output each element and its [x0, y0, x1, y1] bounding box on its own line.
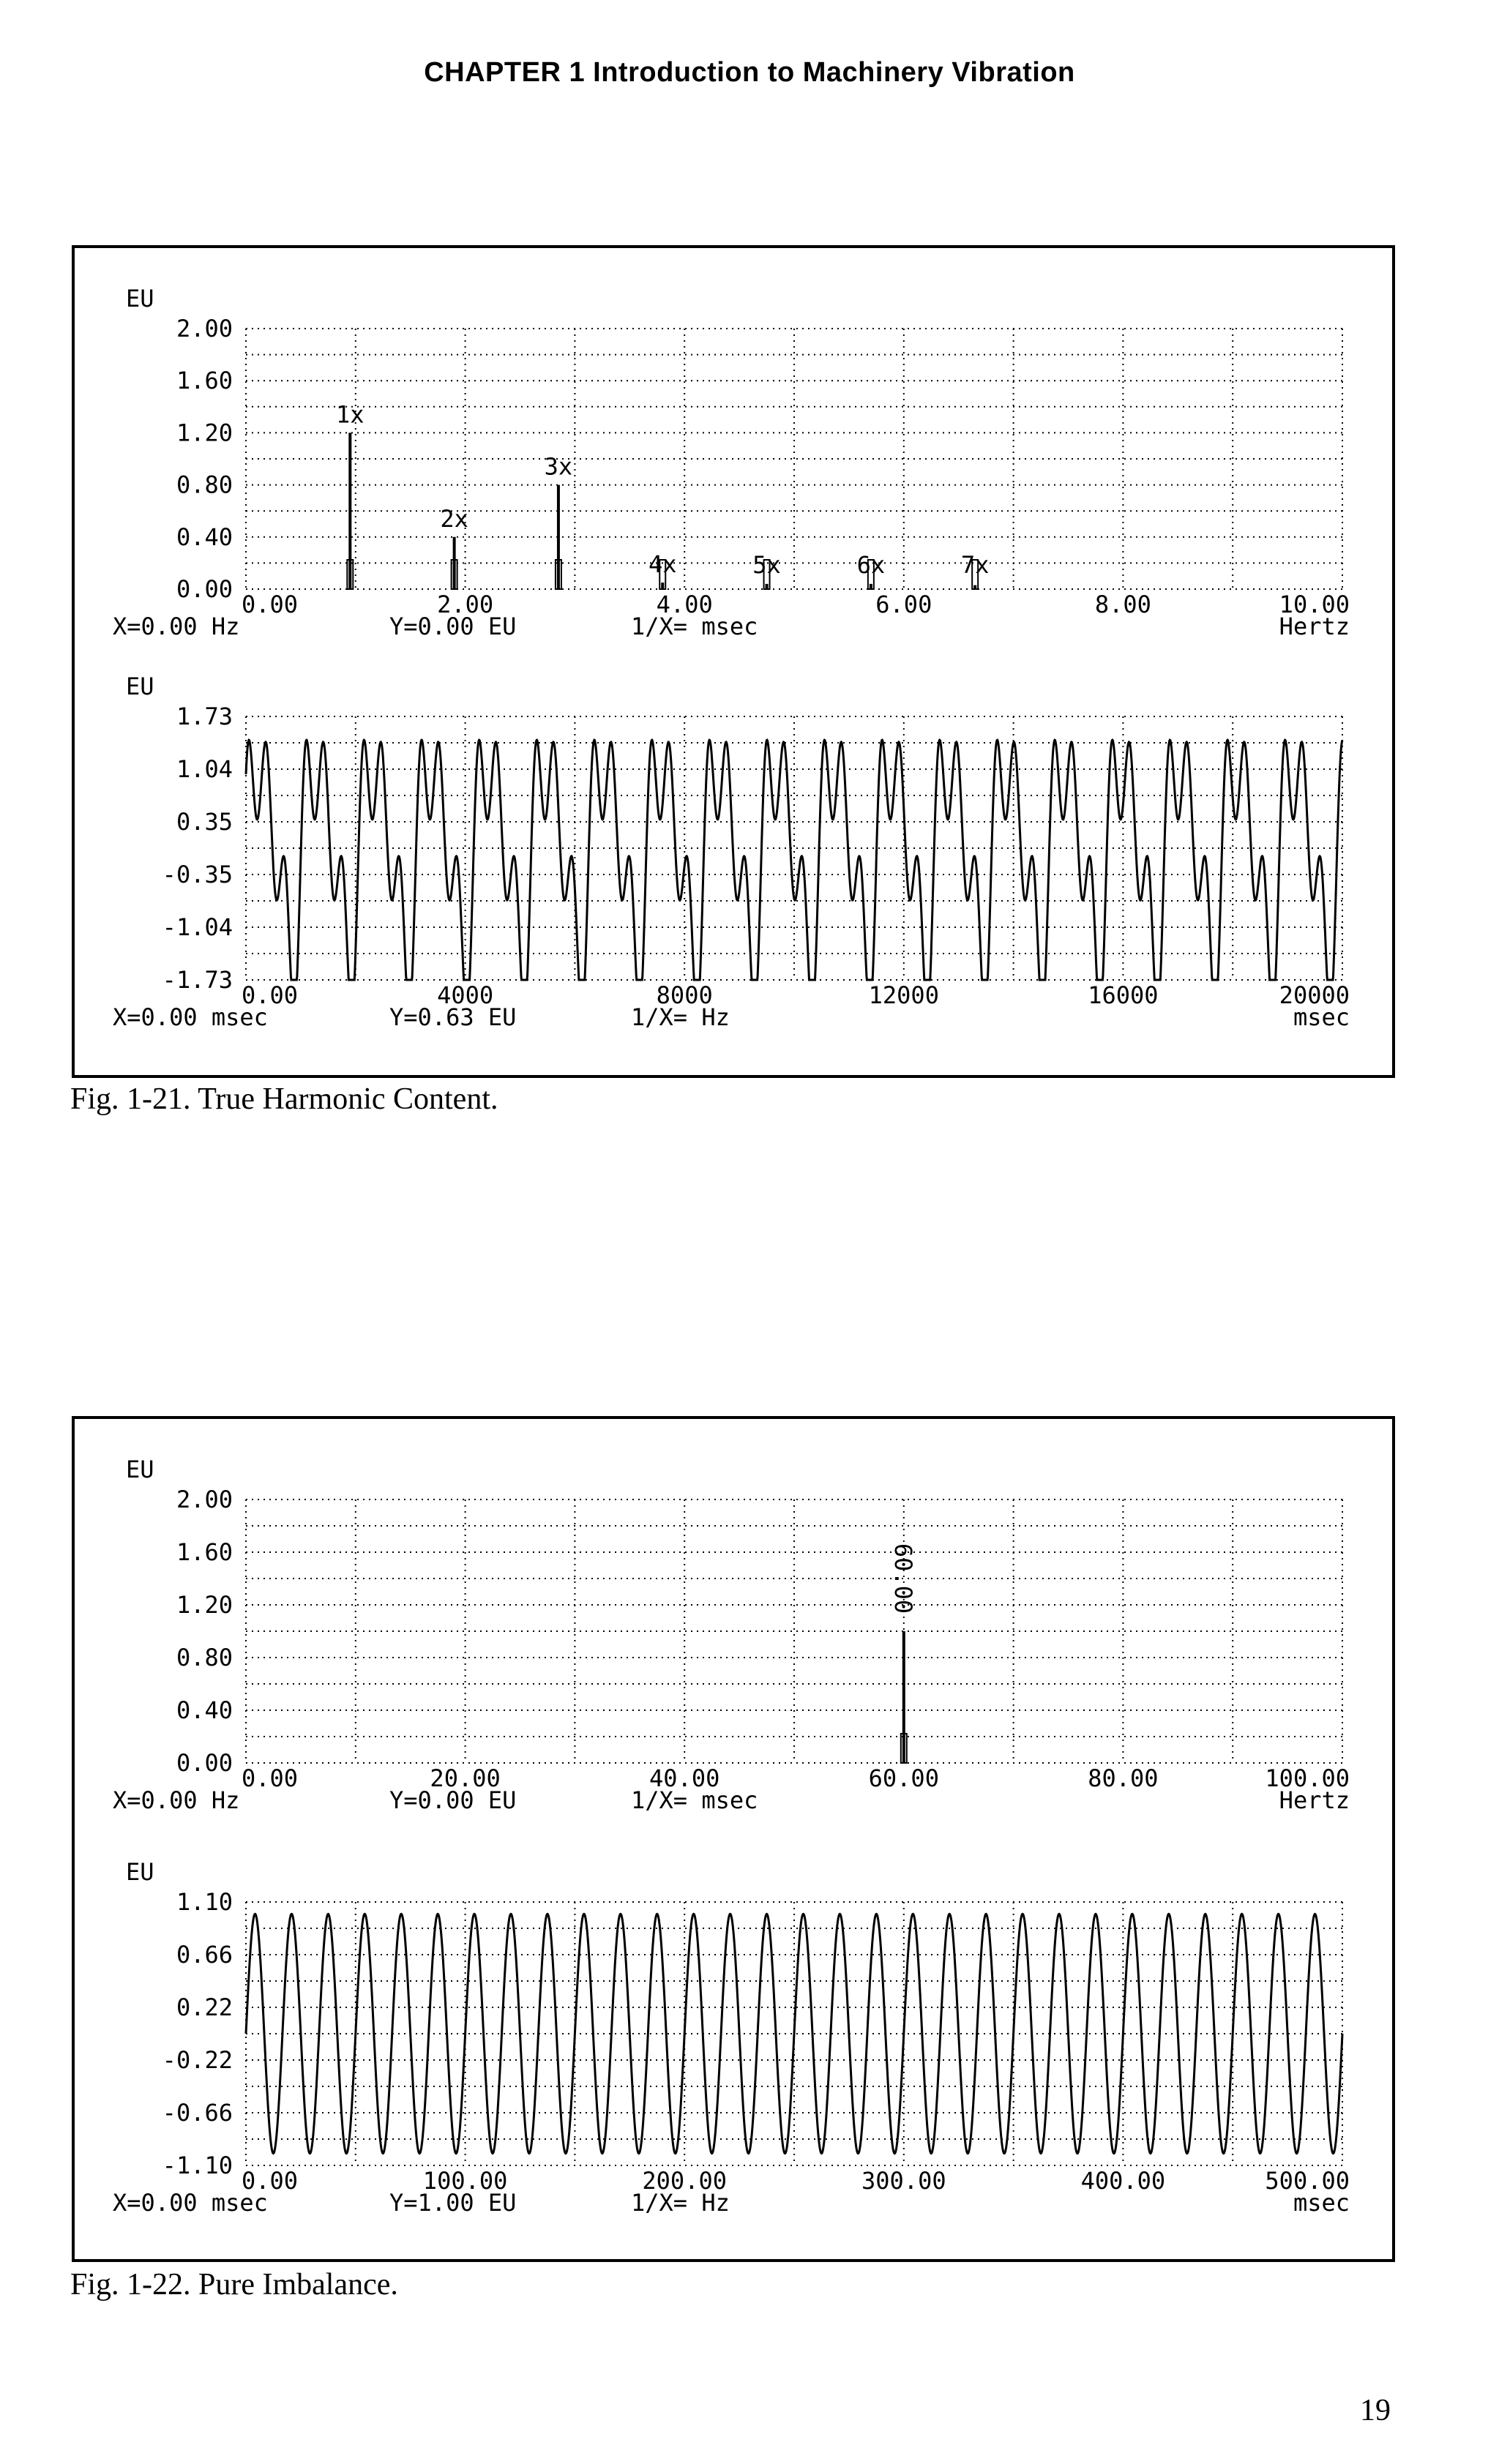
fig22-waveform-xtick-label: 400.00 — [1080, 2167, 1166, 2195]
fig22-spectrum-xtick-label: 20.00 — [430, 1764, 501, 1792]
fig21-waveform-xtick-label: 20000 — [1279, 981, 1350, 1009]
fig21-waveform-ytick-label: 1.73 — [176, 703, 233, 730]
fig21-harmonic-label: 3x — [544, 452, 573, 481]
fig22-spectrum-readout-x: X=0.00 Hz — [113, 1786, 240, 1814]
fig21-spectrum-ytick-label: 0.40 — [176, 523, 233, 551]
fig22-peak-label: 60.00 — [889, 1543, 917, 1614]
fig21-spectrum-ytick-label: 0.00 — [176, 575, 233, 603]
fig22-spectrum-ytick-label: 1.60 — [176, 1538, 233, 1566]
fig22-waveform-xtick-label: 100.00 — [422, 2167, 508, 2195]
fig21-spectrum-readout-y: Y=0.00 EU — [389, 613, 517, 640]
fig22-waveform-ytick-label: -0.66 — [162, 2099, 233, 2127]
fig21-waveform-ytick-label: 0.35 — [176, 808, 233, 836]
fig21-waveform-xtick-label: 8000 — [656, 981, 713, 1009]
fig22-spectrum-readout-unit: Hertz — [1279, 1786, 1350, 1814]
fig21-waveform-readout-x: X=0.00 msec — [113, 1003, 268, 1031]
fig22-waveform-xtick-label: 0.00 — [242, 2167, 299, 2195]
fig21-spectrum-unit-label: EU — [126, 285, 154, 312]
fig21-spectrum-xtick-label: 0.00 — [242, 591, 299, 618]
fig21-spectrum-xtick-label: 2.00 — [437, 591, 494, 618]
fig21-spectrum-ytick-label: 0.80 — [176, 471, 233, 499]
fig22-spectrum-unit-label: EU — [126, 1456, 154, 1483]
fig21-harmonic-label: 1x — [336, 400, 365, 429]
fig21-harmonic-label: 4x — [648, 550, 677, 579]
figure-1-22 — [72, 1416, 1395, 2262]
fig22-spectrum-readout-y: Y=0.00 EU — [389, 1786, 517, 1814]
fig22-waveform-readout-x: X=0.00 msec — [113, 2189, 268, 2217]
fig22-waveform-readout-inv: 1/X= Hz — [631, 2189, 730, 2217]
fig21-waveform-readout-unit: msec — [1293, 1003, 1350, 1031]
fig22-waveform-ytick-label: -1.10 — [162, 2152, 233, 2179]
fig22-spectrum-ytick-label: 0.40 — [176, 1696, 233, 1724]
fig22-waveform-xtick-label: 300.00 — [861, 2167, 946, 2195]
figure-1-21 — [72, 245, 1395, 1078]
fig22-waveform-unit-label: EU — [126, 1858, 154, 1886]
fig21-spectrum-ytick-label: 1.60 — [176, 367, 233, 395]
fig22-spectrum-ytick-label: 0.80 — [176, 1644, 233, 1671]
fig21-waveform-readout-y: Y=0.63 EU — [389, 1003, 517, 1031]
fig21-spectrum-xtick-label: 4.00 — [656, 591, 713, 618]
fig22-waveform-ytick-label: 1.10 — [176, 1888, 233, 1916]
figure-1-22-plot — [75, 1419, 1392, 2259]
fig21-waveform-xtick-label: 16000 — [1088, 981, 1159, 1009]
fig22-spectrum-xtick-label: 0.00 — [242, 1764, 299, 1792]
fig21-waveform-unit-label: EU — [126, 673, 154, 700]
fig21-spectrum-xtick-label: 6.00 — [875, 591, 932, 618]
fig21-waveform-ytick-label: -1.73 — [162, 966, 233, 994]
fig22-waveform-ytick-label: 0.66 — [176, 1941, 233, 1969]
fig21-harmonic-label: 7x — [960, 551, 990, 579]
fig21-spectrum-ytick-label: 2.00 — [176, 315, 233, 342]
fig21-waveform-ytick-label: -0.35 — [162, 861, 233, 888]
fig22-waveform-readout-unit: msec — [1293, 2189, 1350, 2217]
fig21-waveform-xtick-label: 4000 — [437, 981, 494, 1009]
fig22-waveform-readout-y: Y=1.00 EU — [389, 2189, 517, 2217]
fig22-spectrum-ytick-label: 2.00 — [176, 1486, 233, 1513]
figure-1-22-caption: Fig. 1-22. Pure Imbalance. — [70, 2268, 398, 2302]
fig21-waveform-xtick-label: 12000 — [868, 981, 939, 1009]
fig21-spectrum-ytick-label: 1.20 — [176, 419, 233, 447]
page-number: 19 — [1360, 2394, 1391, 2427]
fig22-spectrum-xtick-label: 80.00 — [1088, 1764, 1159, 1792]
fig22-waveform-ytick-label: -0.22 — [162, 2046, 233, 2074]
fig21-spectrum-readout-x: X=0.00 Hz — [113, 613, 240, 640]
fig22-spectrum-ytick-label: 1.20 — [176, 1591, 233, 1619]
fig21-waveform-ytick-label: 1.04 — [176, 755, 233, 783]
figure-1-21-plot — [75, 248, 1392, 1075]
fig22-waveform-ytick-label: 0.22 — [176, 1993, 233, 2021]
fig22-spectrum-readout-inv: 1/X= msec — [631, 1786, 758, 1814]
fig22-waveform-xtick-label: 500.00 — [1265, 2167, 1350, 2195]
fig21-harmonic-label: 5x — [752, 551, 781, 579]
fig21-spectrum-readout-unit: Hertz — [1279, 613, 1350, 640]
fig22-spectrum-xtick-label: 60.00 — [868, 1764, 939, 1792]
chapter-header: CHAPTER 1 Introduction to Machinery Vibration — [424, 57, 1075, 88]
fig22-waveform-xtick-label: 200.00 — [642, 2167, 727, 2195]
fig21-waveform-readout-inv: 1/X= Hz — [631, 1003, 730, 1031]
fig21-spectrum-xtick-label: 8.00 — [1094, 591, 1151, 618]
fig21-spectrum-readout-inv: 1/X= msec — [631, 613, 758, 640]
fig21-waveform-xtick-label: 0.00 — [242, 981, 299, 1009]
fig21-harmonic-label: 6x — [856, 551, 886, 579]
fig21-spectrum-xtick-label: 10.00 — [1279, 591, 1350, 618]
fig21-harmonic-label: 2x — [440, 504, 468, 533]
fig21-waveform-ytick-label: -1.04 — [162, 913, 233, 941]
fig22-spectrum-ytick-label: 0.00 — [176, 1749, 233, 1777]
figure-1-21-caption: Fig. 1-21. True Harmonic Content. — [70, 1082, 498, 1116]
fig22-spectrum-xtick-label: 40.00 — [649, 1764, 720, 1792]
fig22-spectrum-xtick-label: 100.00 — [1265, 1764, 1350, 1792]
